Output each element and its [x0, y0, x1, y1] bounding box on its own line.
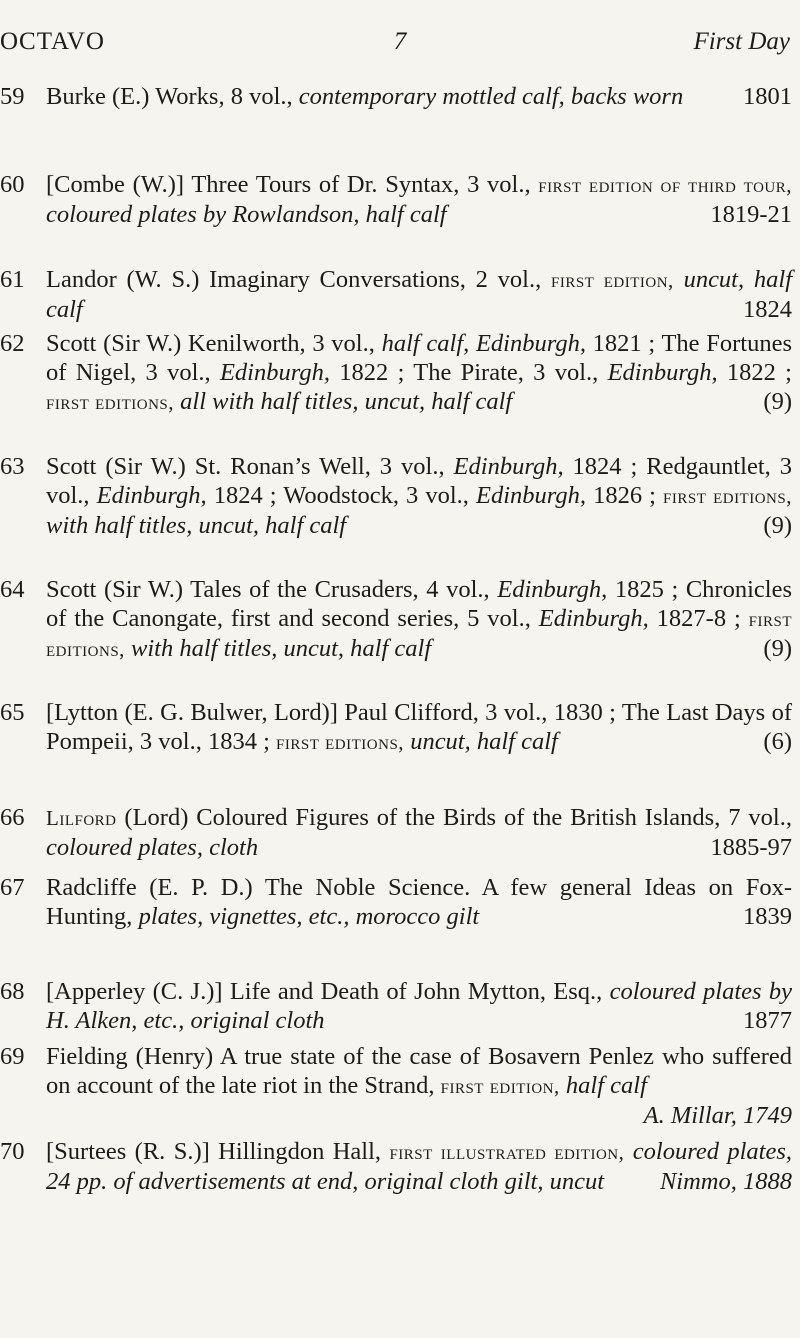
lot-number: 64 — [0, 576, 25, 603]
entry-description — [46, 873, 792, 931]
entry-date: (6) — [763, 728, 792, 755]
description-text: first editions, — [46, 607, 792, 661]
entry-description — [46, 1137, 792, 1196]
description-text: 1825 ; Chronicles of the Canongate, first and second series, 5 vol., — [46, 576, 792, 632]
description-text: first editions, — [276, 730, 405, 754]
description-text: 1822 ; — [717, 359, 792, 386]
description-text: with half titles, uncut, half calf — [131, 635, 432, 662]
entry-date: A. Millar, 1749 — [643, 1102, 792, 1129]
entry-description — [46, 329, 792, 417]
lot-number: 60 — [0, 171, 25, 198]
description-text: half calf — [565, 1072, 647, 1099]
description-text: Edinburgh, — [219, 359, 330, 386]
description-text — [674, 266, 684, 293]
header-day: First Day — [693, 28, 790, 55]
entry-description — [46, 803, 792, 862]
description-text: first illustrated edition, — [389, 1140, 625, 1164]
entry-date: 1819-21 — [710, 201, 792, 228]
description-text: [Apperley (C. J.)] Life and Death of John Mytton, Esq., — [46, 978, 610, 1005]
lot-number: 69 — [0, 1043, 25, 1070]
lot-number: 63 — [0, 453, 25, 480]
page-number: 7 — [393, 28, 407, 55]
lot-number: 61 — [0, 266, 25, 293]
description-text: coloured plates, 24 pp. of advertisements at end, original cloth gilt, uncut — [46, 1138, 793, 1195]
description-text: Edinburgh, — [538, 605, 649, 632]
page-header — [0, 28, 800, 68]
entry-date: 1839 — [743, 903, 792, 930]
description-text: coloured plates by Rowlandson, half calf — [46, 201, 447, 228]
description-text: 1822 ; The Pirate, 3 vol., — [329, 359, 608, 386]
description-text: (Lord) Coloured Figures of the Birds of the British Islands, 7 vol., — [116, 804, 792, 831]
entry-description — [46, 575, 792, 664]
description-text: 1824 ; Redgauntlet, 3 vol., — [46, 453, 792, 509]
description-text: plates, vignettes, etc., morocco gilt — [138, 903, 480, 930]
lot-number: 68 — [0, 978, 25, 1005]
description-text: first editions, — [46, 390, 175, 414]
entry-date: 1885-97 — [710, 834, 792, 861]
description-text: Edinburgh, — [497, 576, 608, 603]
lot-number: 70 — [0, 1138, 25, 1165]
entry-description — [46, 698, 792, 757]
entry-date: (9) — [763, 512, 792, 539]
description-text: 1827-8 ; — [648, 605, 749, 632]
entry-description — [46, 82, 792, 111]
entry-date: Nimmo, 1888 — [659, 1168, 792, 1195]
description-text: Scott (Sir W.) Tales of the Crusaders, 4 vol., — [46, 576, 498, 603]
entry-date: 1824 — [743, 296, 792, 323]
lot-number: 66 — [0, 804, 25, 831]
description-text: Landor (W. S.) Imaginary Conversations, 2 vol., — [46, 266, 551, 293]
lot-number: 65 — [0, 699, 25, 726]
description-text: Radcliffe (E. P. D.) The Noble Science. A few general Ideas on Fox-Hunting, — [46, 874, 792, 930]
description-text: uncut, half calf — [410, 728, 558, 755]
header-format: OCTAVO — [0, 28, 105, 55]
description-text: [Surtees (R. S.)] Hillingdon Hall, — [46, 1138, 390, 1165]
description-text: 1821 ; The Fortunes of Nigel, 3 vol., — [46, 330, 792, 386]
description-text: first edition, — [440, 1074, 560, 1098]
description-text: Lilford — [46, 806, 117, 830]
description-text: coloured plates by H. Alken, etc., original cloth — [46, 978, 793, 1034]
description-text: Edinburgh, — [453, 453, 564, 480]
description-text: Fielding (Henry) A true state of the case of Bosavern Penlez who suffered on account of the late riot in the Strand, — [46, 1043, 792, 1099]
lot-number: 59 — [0, 83, 25, 110]
lot-number: 62 — [0, 330, 25, 357]
entry-description — [46, 265, 792, 324]
description-text: [Combe (W.)] Three Tours of Dr. Syntax, 3 vol., — [46, 171, 539, 198]
description-text: with half titles, uncut, half calf — [46, 512, 347, 539]
description-text: Edinburgh, — [607, 359, 718, 386]
entry-description — [46, 977, 792, 1035]
entry-date: 1801 — [743, 83, 792, 110]
description-text: Edinburgh, — [96, 482, 207, 509]
description-text: Edinburgh, — [475, 482, 587, 509]
entry-date: (9) — [763, 388, 792, 415]
description-text: 1826 ; — [586, 482, 664, 509]
entry-description — [46, 170, 792, 229]
description-text: 1824 ; Woodstock, 3 vol., — [206, 482, 476, 509]
description-text: all with half titles, uncut, half calf — [180, 388, 513, 415]
description-text: Scott (Sir W.) St. Ronan’s Well, 3 vol., — [46, 453, 454, 480]
description-text: contemporary mottled calf, backs worn — [298, 83, 684, 110]
description-text: Scott (Sir W.) Kenilworth, 3 vol., — [46, 330, 382, 357]
description-text: [Lytton (E. G. Bulwer, Lord)] Paul Clifford, 3 vol., 1830 ; The Last Days of Pompeii, 3 vol., 1834 ; — [46, 699, 792, 755]
entry-date: (9) — [763, 635, 792, 662]
description-text: uncut, half calf — [46, 266, 792, 323]
entry-date: 1877 — [743, 1007, 792, 1034]
description-text: first edition, — [550, 268, 674, 292]
entry-description — [46, 452, 792, 540]
lot-number: 67 — [0, 874, 25, 901]
description-text: first edition of third tour, — [538, 173, 792, 197]
description-text — [624, 1138, 632, 1165]
entry-description — [46, 1042, 792, 1130]
description-text: coloured plates, cloth — [46, 834, 259, 861]
description-text: first editions, — [663, 484, 792, 508]
description-text: Burke (E.) Works, 8 vol., — [46, 83, 299, 110]
description-text: half calf, Edinburgh, — [381, 330, 586, 357]
